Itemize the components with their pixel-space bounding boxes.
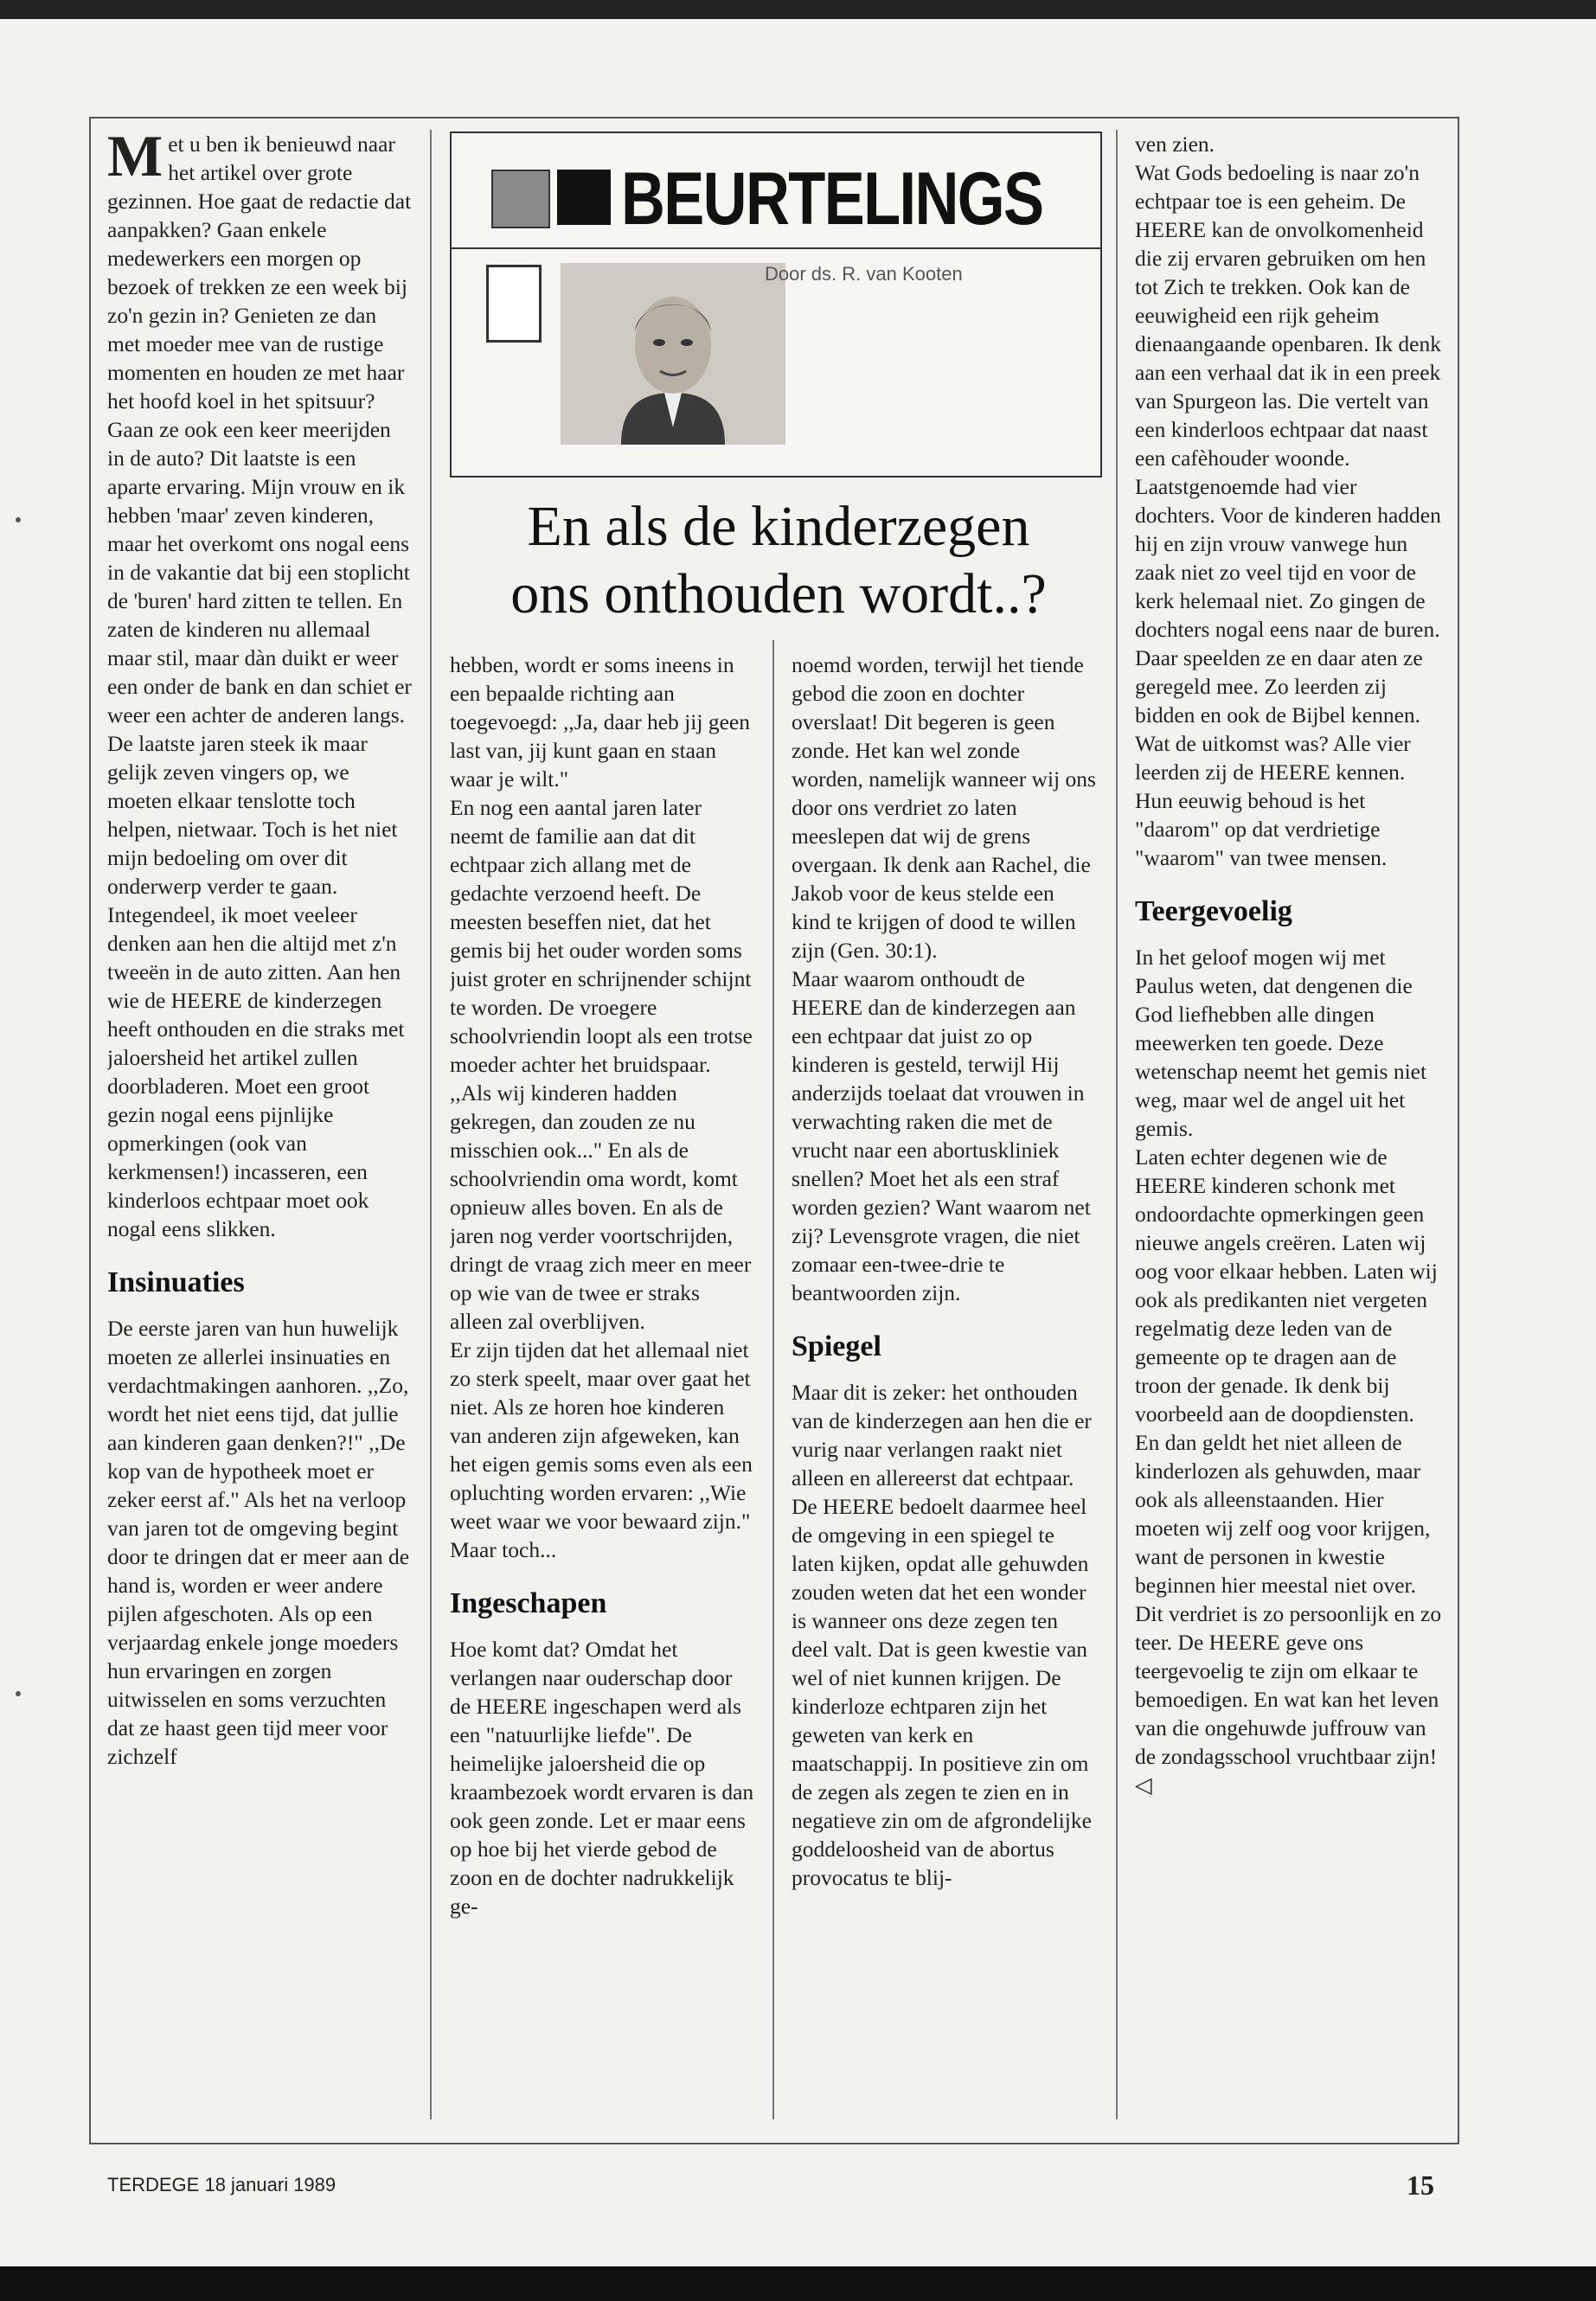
author-photo (561, 263, 785, 445)
header-divider (452, 247, 1100, 249)
paragraph: Wat Gods bedoeling is naar zo'n echtpaar toe is een geheim. De HEERE kan de onvolkomenheid die zij ervaren gebruiken om hen tot Zich te trekken. Ook kan de eeuwigheid een rijk geheim dienaangaande openbaren. Ik denk aan een verhaal dat ik in een preek van Spurgeon las. Die vertelt van een kinderloos echtpaar dat naast een cafèhouder woonde. Laatstgenoemde had vier dochters. Voor de kinderen hadden hij en zijn vrouw vanwege hun zaak niet zo veel tijd en voor de kerk helemaal niet. Zo gingen de dochters nogal eens naar de buren. Daar speelden ze en daar aten ze geregeld mee. Zo leerden zij bidden en ook de Bijbel kennen. Wat de uitkomst was? Alle vier leerden zij de HEERE kennen. Hun eeuwig behoud is het "daarom" op dat verdrietige "waarom" van twee mensen. (1135, 160, 1441, 870)
drop-cap: M (107, 130, 163, 189)
page-number: 15 (1407, 2170, 1434, 2201)
subhead-spiegel: Spiegel (792, 1330, 881, 1362)
outline-square-icon (486, 265, 542, 343)
paragraph: In het geloof mogen wij met Paulus weten, dat dengenen die God liefhebben alle dingen meewerken ten goede. Deze wetenschap neemt het gemis niet weg, maar wel de angel uit het gemis. (1135, 945, 1427, 1141)
paragraph: Er zijn tijden dat het allemaal niet zo sterk speelt, maar over gaat het niet. Als ze horen hoe kinderen van anderen zijn afgeweken, kan het eigen gemis soms even als een opluchting worden ervaren: ,,Wie weet waar we voor bewaard zijn." Maar toch... (450, 1337, 753, 1562)
subhead-insinuaties: Insinuaties (107, 1266, 245, 1298)
paragraph: Maar waarom onthoudt de HEERE dan de kinderzegen aan een echtpaar dat juist zo op kinderen is gesteld, terwijl Hij anderzijds toelaat dat vrouwen in verwachting raken die met de vrucht naar een abortuskliniek snellen? Moet het als een straf worden gezien? Want waarom net zij? Levensgrote vragen, die niet zomaar een-twee-drie te beantwoorden zijn. (792, 966, 1091, 1305)
article-column-1 (107, 130, 412, 2137)
paragraph: ven zien. (1135, 131, 1215, 157)
paragraph: Hoe komt dat? Omdat het verlangen naar ouderschap door de HEERE ingeschapen werd als een "natuurlijke liefde". De heimelijke jaloersheid die op kraambezoek wordt ervaren is dan ook geen zonde. Let er maar eens op hoe bij het vierde gebod de zoon en de dochter nadrukkelijk ge- (450, 1637, 754, 1919)
article-column-4 (1135, 130, 1442, 2137)
column-title: BEURTELINGS (621, 157, 1043, 240)
paragraph: Laten echter degenen wie de HEERE kinderen schonk met ondoordachte opmerkingen geen nieuwe angels creëren. Laten wij oog voor elkaar hebben. Laten wij ook als predikanten niet vergeten regelmatig deze leden van de gemeente op te dragen aan de troon der genade. Ik denk bij voorbeeld aan de doopdiensten. En dan geldt het niet alleen de kinderlozen als gehuwden, maar ook als alleenstaanden. Hier moeten wij zelf oog voor krijgen, want de personen in kwestie beginnen hier meestal niet over. Dit verdriet is zo persoonlijk en zo teer. De HEERE geve ons teergevoelig te zijn om elkaar te bemoedigen. En wat kan het leven van die ongehuwde juffrouw van de zondagsschool vruchtbaar zijn! ◁ (1135, 1144, 1442, 1798)
column-rule-1 (430, 130, 432, 2119)
article-column-2 (450, 651, 754, 2138)
column-rule-3 (1116, 130, 1118, 2119)
grey-square-icon (491, 170, 550, 228)
paragraph: Maar dit is zeker: het onthouden van de kinderzegen aan hen die er vurig naar verlangen raakt niet alleen en allereerst dat echtpaar. De HEERE bedoelt daarmee heel de omgeving in een spiegel te laten kijken, opdat alle gehuwden zouden weten dat het een wonder is wanneer ons deze zegen ten deel valt. Dat is geen kwestie van wel of niet kunnen krijgen. De kinderloze echtparen zijn het geweten van kerk en maatschappij. In positieve zin om de zegen als zegen te zien en in negatieve zin om de afgrondelijke goddeloosheid van de abortus provocatus te blij- (792, 1380, 1092, 1890)
column-rule-2 (772, 640, 774, 2119)
headline-line-2: ons onthouden wordt..? (510, 562, 1047, 625)
subhead-ingeschapen: Ingeschapen (450, 1587, 607, 1619)
subhead-teergevoelig: Teergevoelig (1135, 895, 1292, 927)
paragraph: hebben, wordt er soms ineens in een bepaalde richting aan toegevoegd: ,,Ja, daar heb jij geen last van, jij kunt gaan en staan waar je wilt." (450, 652, 750, 792)
paragraph: De eerste jaren van hun huwelijk moeten ze allerlei insinuaties en verdachtmakingen aanhoren. ,,Zo, wordt het niet eens tijd, dat jullie aan kinderen gaan denken?!" ,,De kop van de hypotheek moet er zeker eerst af." Als het na verloop van jaren tot de omgeving begint door te dringen dat er meer aan de hand is, worden er weer andere pijlen afgeschoten. Als op een verjaardag enkele jonge moeders hun ervaringen en zorgen uitwisselen en soms verzuchten dat ze haast geen tijd meer voor zichzelf (107, 1316, 410, 1769)
intro-paragraph: et u ben ik benieuwd naar het artikel over grote gezinnen. Hoe gaat de redactie dat aanpakken? Gaan enkele medewerkers een morgen op bezoek of trekken ze een week bij zo'n gezin in? Genieten ze dan met moeder mee van de rustige momenten en houden ze met haar het hoofd koel in het spitsuur? Gaan ze ook een keer meerijden in de auto? Dit laatste is een aparte ervaring. Mijn vrouw en ik hebben 'maar' zeven kinderen, maar het overkomt ons nogal eens in de vakantie dat bij een stoplicht de 'buren' hard zitten te tellen. En zaten de kinderen nu allemaal maar stil, maar dàn duikt er weer een onder de bank en dan schiet er weer een achter de anderen langs. De laatste jaren steek ik maar gelijk zeven vingers op, we moeten elkaar tenslotte toch helpen, nietwaar. Toch is het niet mijn bedoeling om over dit onderwerp verder te gaan. Integendeel, ik moet veeleer denken aan hen die altijd met z'n tweeën in de auto zitten. Aan hen wie de HEERE de kinderzegen heeft onthouden en die straks met jaloersheid het artikel zullen doorbladeren. Moet een groot gezin nogal eens pijnlijke opmerkingen (ook van kerkmensen!) incasseren, een kinderloos echtpaar moet ook nogal eens slikken. (107, 131, 412, 1241)
byline: Door ds. R. van Kooten (765, 263, 963, 285)
bottom-border (0, 2266, 1596, 2301)
black-square-icon (557, 170, 611, 225)
top-border (0, 0, 1596, 19)
headline-line-1: En als de kinderzegen (527, 495, 1030, 558)
scan-speck (16, 517, 21, 522)
article-column-3 (792, 651, 1096, 2138)
scan-speck (16, 1691, 21, 1696)
publication-date: TERDEGE 18 januari 1989 (107, 2174, 337, 2195)
column-header-box (450, 131, 1102, 478)
paragraph: En nog een aantal jaren later neemt de familie aan dat dit echtpaar zich allang met de gedachte verzoend heeft. De meesten beseffen niet, dat het gemis bij het ouder worden soms juist groter en schrijnender schijnt te worden. De vroegere schoolvriendin loopt als een trotse moeder achter het bruidspaar. ,,Als wij kinderen hadden gekregen, dan zouden ze nu misschien ook..." En als de schoolvriendin oma wordt, komt opnieuw alles boven. En als de jaren nog verder voortschrijden, dringt de vraag zich meer en meer op wie van de twee er straks alleen zal overblijven. (450, 795, 753, 1334)
article-headline (441, 493, 1116, 628)
paragraph: noemd worden, terwijl het tiende gebod die zoon en dochter overslaat! Dit begeren is geen zonde. Het kan wel zonde worden, namelijk wanneer wij ons door ons verdriet zo laten meeslepen dat wij de grens overgaan. Ik denk aan Rachel, die Jakob voor de keus stelde een kind te krijgen of dood te willen zijn (Gen. 30:1). (792, 652, 1096, 963)
